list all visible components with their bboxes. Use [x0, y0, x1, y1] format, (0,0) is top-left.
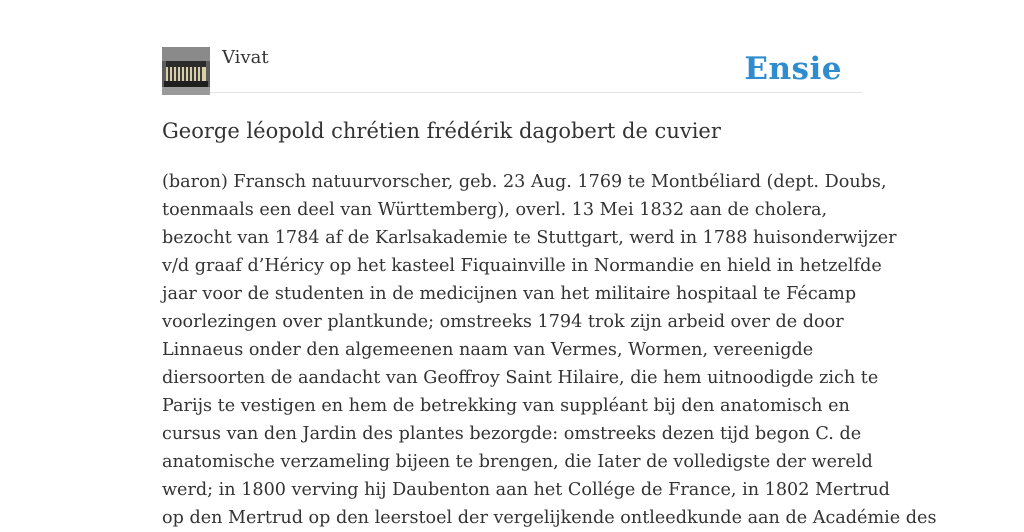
brand-logo[interactable]: Ensie	[744, 51, 842, 87]
article-line: bezocht van 1784 af de Karlsakademie te Stuttgart, werd in 1788 huisonderwijzer	[162, 228, 897, 248]
article-title: George léopold chrétien frédérik dagobert de cuvier	[162, 119, 721, 143]
article-line: cursus van den Jardin des plantes bezorgde: omstreeks dezen tijd begon C. de	[162, 424, 862, 444]
article-line: op den Mertrud op den leerstoel der vergelijkende ontleedkunde aan de Académie des	[162, 508, 937, 528]
article-line: jaar voor de studenten in de medicijnen van het militaire hospitaal te Fécamp	[162, 284, 857, 304]
article-line: diersoorten de aandacht van Geoffroy Saint Hilaire, die hem uitnoodigde zich te	[162, 368, 879, 388]
article-body	[162, 168, 937, 532]
typewriter-avatar-icon	[162, 47, 210, 95]
header	[162, 0, 862, 93]
article-line: anatomische verzameling bijeen te brengen, die Iater de volledigste der wereld	[162, 452, 873, 472]
article-line: werd; in 1800 verving hij Daubenton aan het Collége de France, in 1802 Mertrud	[162, 480, 890, 500]
author-name[interactable]: Vivat	[222, 47, 269, 68]
article-line: v/d graaf d’Héricy op het kasteel Fiquainville in Normandie en hield in hetzelfde	[162, 256, 882, 276]
article-line: toenmaals een deel van Württemberg), overl. 13 Mei 1832 aan de cholera,	[162, 200, 828, 220]
article-line: Parijs te vestigen en hem de betrekking van suppléant bij den anatomisch en	[162, 396, 850, 416]
article-line: Linnaeus onder den algemeenen naam van Vermes, Wormen, vereenigde	[162, 340, 814, 360]
article-line: (baron) Fransch natuurvorscher, geb. 23 Aug. 1769 te Montbéliard (dept. Doubs,	[162, 172, 887, 192]
page	[162, 0, 937, 528]
author-avatar[interactable]	[162, 47, 210, 95]
article-line: voorlezingen over plantkunde; omstreeks 1794 trok zijn arbeid over de door	[162, 312, 844, 332]
